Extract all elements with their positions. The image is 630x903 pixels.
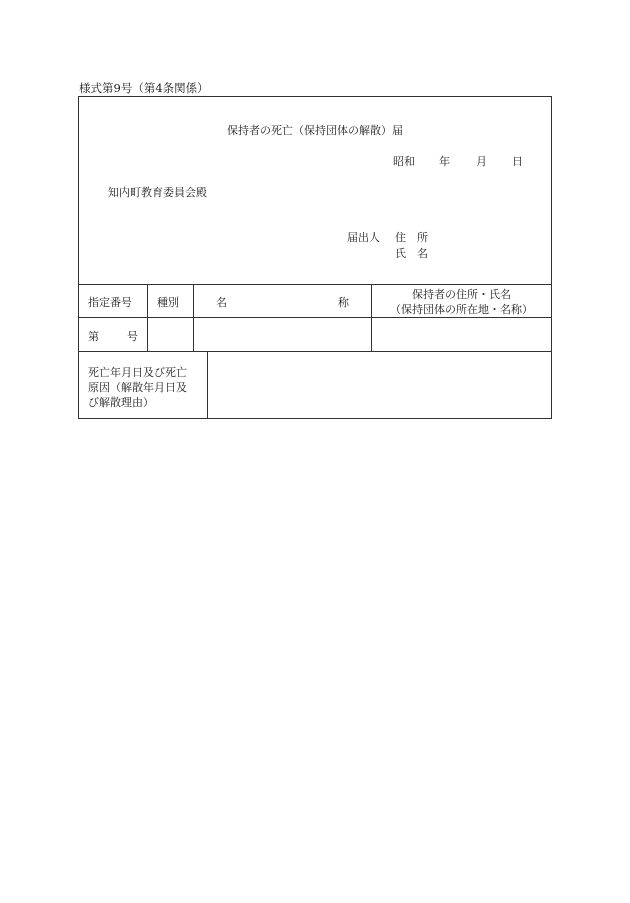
header-name-left: 名 [216,296,227,309]
row1-no-suffix: 号 [127,330,138,343]
header-holder-line1: 保持者の住所・氏名 [412,288,511,301]
header-holder-line2: （保持団体の所在地・名称） [390,303,533,316]
header-name-right: 称 [338,296,349,309]
table-header-bottom-line [79,317,551,318]
death-reason-line1: 死亡年月日及び死亡 [88,366,187,379]
name-label: 氏 名 [395,247,428,260]
death-reason-line2: 原因（解散年月日及 [88,381,187,394]
date-month: 月 [476,155,487,168]
form-number: 様式第9号（第4条関係） [79,81,209,95]
date-year: 年 [439,155,450,168]
header-designation-no: 指定番号 [88,296,132,309]
col-divider-1 [147,284,148,351]
applicant-label: 届出人 [347,231,380,244]
death-reason-line3: び解散理由） [88,396,154,409]
address-label: 住 所 [395,231,428,244]
date-era: 昭和 [393,155,415,168]
col-divider-2 [193,284,194,351]
date-day: 日 [512,155,523,168]
addressee: 知内町教育委員会殿 [108,186,207,199]
table-row1-bottom-line [79,351,551,352]
form-frame [78,96,552,419]
row1-no-prefix: 第 [88,330,99,343]
form-title: 保持者の死亡（保持団体の解散）届 [227,124,403,137]
header-type: 種別 [157,296,179,309]
reason-divider [207,351,208,418]
table-top-line [79,284,551,285]
